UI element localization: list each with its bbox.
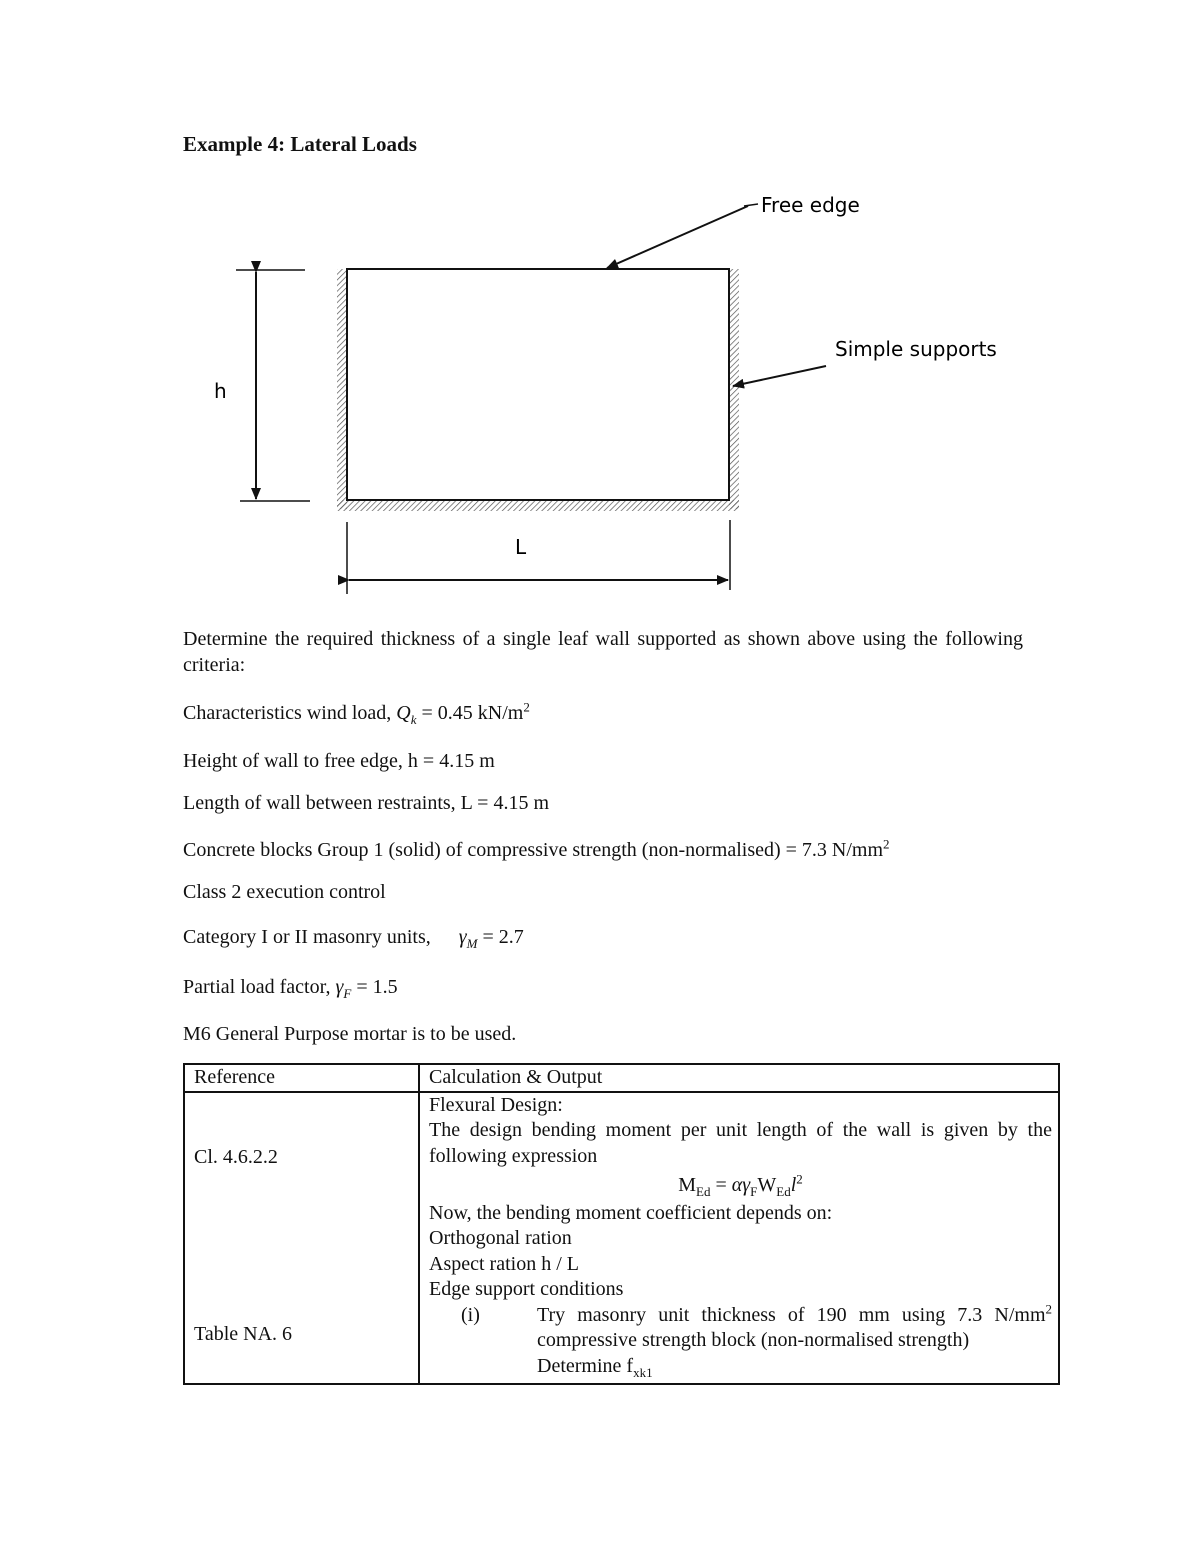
height-label: h [214, 379, 227, 403]
reference-clause: Cl. 4.6.2.2 [194, 1145, 278, 1168]
reference-table: Table NA. 6 [194, 1322, 293, 1345]
step-number: (i) [461, 1303, 480, 1326]
gamma-f-value: = 1.5 [356, 976, 398, 998]
blocks-exponent: 2 [883, 836, 890, 852]
category-text: Category I or II masonry units, [183, 926, 431, 948]
simple-supports-arrow [733, 366, 826, 386]
wall-panel [347, 269, 729, 500]
criterion-height: Height of wall to free edge, h = 4.15 m [183, 750, 495, 772]
free-edge-tick [744, 204, 758, 206]
criterion-wind-load [183, 700, 1023, 726]
flexural-design-heading: Flexural Design: [429, 1093, 563, 1116]
gamma-m-value: = 2.7 [482, 926, 524, 948]
wind-load-symbol: $Q_k$ [396, 702, 417, 727]
calculation-cell [419, 1092, 1059, 1385]
step-line-1: Try masonry unit thickness of 190 mm using 7.3 $N/mm^2$ [537, 1300, 1052, 1326]
table-row [184, 1092, 1059, 1385]
wind-load-value: = 0.45 kN/m [421, 702, 524, 724]
intro-line-2: following criteria: [183, 628, 1023, 676]
free-edge-label: Free edge [761, 193, 860, 217]
header-calculation: Calculation & Output [419, 1064, 1059, 1092]
gamma-f-symbol: $\gamma_F$ [335, 976, 352, 1001]
length-label: L [515, 535, 527, 559]
wall-diagram [0, 0, 1200, 620]
orthogonal-ratio: Orthogonal ration [429, 1227, 572, 1249]
step-line-2: compressive strength block (non-normalised strength) [537, 1329, 970, 1351]
page-title: Example 4: Lateral Loads [183, 132, 417, 156]
right-support-hatch [729, 269, 739, 509]
criterion-execution: Class 2 execution control [183, 881, 386, 903]
coefficient-intro: Now, the bending moment coefficient depends on: [429, 1201, 833, 1224]
intro-paragraph [183, 626, 1023, 678]
calculation-table [183, 1063, 1060, 1385]
aspect-ratio: Aspect ration h / L [429, 1252, 579, 1275]
header-reference: Reference [184, 1064, 419, 1092]
intro-line-1: Determine the required thickness of a single leaf wall supported as shown above using the [183, 628, 938, 650]
free-edge-arrow [607, 206, 748, 268]
step-line-3: Determine $f_{xk1}$ [537, 1354, 653, 1380]
wind-load-text: Characteristics wind load, [183, 702, 392, 724]
step-body [537, 1300, 1052, 1380]
description-line-1: The design bending moment per unit length of the wall is given by the [429, 1119, 1052, 1141]
criterion-partial-factor [183, 974, 1023, 1000]
criterion-length: Length of wall between restraints, L = 4.15 m [183, 792, 549, 814]
description-line-2: following expression [429, 1144, 598, 1167]
gamma-m-symbol: $\gamma_M$ [458, 926, 478, 951]
criterion-blocks [183, 837, 1043, 863]
table-header-row [184, 1064, 1059, 1092]
wind-load-exponent: 2 [523, 699, 530, 715]
reference-cell [184, 1092, 419, 1385]
criterion-category [183, 924, 1023, 950]
partial-factor-text: Partial load factor, [183, 976, 331, 998]
simple-supports-label: Simple supports [835, 337, 997, 361]
edge-support-conditions: Edge support conditions [429, 1278, 624, 1300]
bottom-support-hatch [337, 500, 739, 511]
moment-equation: $M_{Ed} = \alpha\gamma_FW_{Ed}l^2$ [678, 1171, 803, 1199]
blocks-text: Concrete blocks Group 1 (solid) of compressive strength (non-normalised) = 7.3 N/mm [183, 839, 884, 861]
criterion-mortar: M6 General Purpose mortar is to be used. [183, 1023, 517, 1045]
step-i [429, 1300, 1052, 1384]
left-support-hatch [337, 269, 347, 509]
